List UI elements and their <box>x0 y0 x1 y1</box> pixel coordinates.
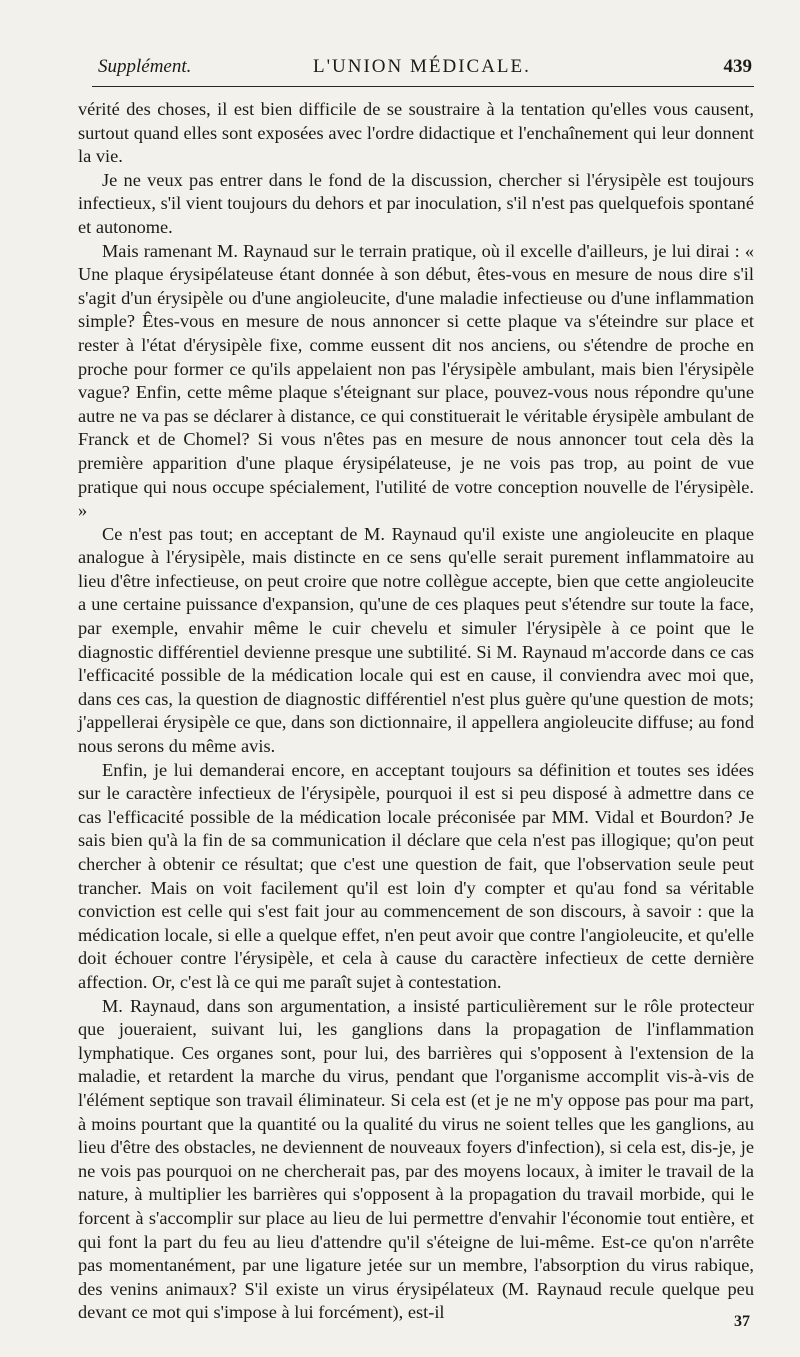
paragraph: Ce n'est pas tout; en acceptant de M. Raynaud qu'il existe une angioleucite en plaque analogue à l'érysipèle, mais distincte en ce sens qu'elle serait purement inflammatoire au lieu d'être infectieuse, on peut croire que notre collègue accepte, bien que cette angioleucite a une certaine puissance d'expansion, qu'une de ces plaques peut s'étendre sur toute la face, par exemple, envahir même le cuir chevelu et simuler l'érysipèle à ce point que le diagnostic différentiel devienne presque une subtilité. Si M. Raynaud m'accorde dans ce cas l'efficacité possible de la médication locale qui est en cause, il conviendra avec moi que, dans ces cas, la question de diagnostic différentiel n'est plus guère qu'une question de mots; j'appellerai érysipèle ce que, dans son dictionnaire, il appellera angioleucite diffuse; au fond nous serons du même avis. <box>78 523 754 757</box>
journal-title: L'UNION MÉDICALE. <box>313 56 531 77</box>
paragraph: vérité des choses, il est bien difficile de se soustraire à la tentation qu'elles vous causent, surtout quand elles sont exposées avec l'ordre didactique et l'enchaînement qui leur donnent la vie. <box>78 99 754 167</box>
article-body <box>78 98 754 1325</box>
paragraph: M. Raynaud, dans son argumentation, a insisté particulièrement sur le rôle protecteur que joueraient, suivant lui, les ganglions dans la propagation de l'inflammation lymphatique. Ces organes sont, pour lui, des barrières qui s'opposent à l'extension de la maladie, et retardent la marche du virus, pendant que l'organisme accomplit vis-à-vis de l'élément septique son travail éliminateur. Si cela est (et je ne m'y oppose pas pour ma part, à moins pourtant que la quantité ou la qualité du virus ne soient telles que les ganglions, au lieu d'être des obstacles, ne deviennent de nouveaux foyers d'infection), si cela est, dis-je, je ne vois pas pourquoi on ne chercherait pas, par des moyens locaux, à imiter le travail de la nature, à multiplier les barrières qui s'opposent à la propagation du travail morbide, qui le forcent à s'accomplir sur place au lieu de lui permettre d'envahir l'économie tout entière, et qui font la part du feu au lieu d'attendre qu'il s'éteigne de lui-même. Est-ce qu'on n'arrête pas momentanément, par une ligature jetée sur un membre, l'absorption du virus rabique, des venins animaux? S'il existe un virus érysipélateux (M. Raynaud recule quelque peu devant ce mot qui s'impose à lui forcément), est-il <box>78 995 754 1323</box>
header-rule <box>92 86 754 87</box>
signature-mark: 37 <box>734 1313 750 1330</box>
paragraph: Je ne veux pas entrer dans le fond de la discussion, chercher si l'érysipèle est toujours infectieux, s'il vient toujours du dehors et par inoculation, s'il n'est pas quelquefois spontané et autonome. <box>78 169 754 237</box>
paragraph: Mais ramenant M. Raynaud sur le terrain pratique, où il excelle d'ailleurs, je lui dirai : « Une plaque érysipélateuse étant donnée à son début, êtes-vous en mesure de nous dire s'il s'agit d'un érysipèle ou d'une angioleucite, d'une maladie infectieuse ou d'une inflammation simple? Êtes-vous en mesure de nous annoncer si cette plaque va s'éteindre sur place et rester à l'état d'érysipèle fixe, comme eussent dit nos anciens, ou s'étendre de proche en proche pour former ce qu'ils appelaient non pas l'érysipèle ambulant, mais bien l'érysipèle vague? Enfin, cette même plaque s'éteignant sur place, pouvez-vous nous répondre qu'une autre ne va pas se déclarer à distance, ce qui constituerait le véritable érysipèle ambulant de Franck et de Chomel? Si vous n'êtes pas en mesure de nous annoncer tout cela dès la première apparition d'une plaque érysipélateuse, je ne vois pas trop, au point de vue pratique qui nous occupe spécialement, l'utilité de votre conception nouvelle de l'érysipèle. » <box>78 240 754 521</box>
paragraph: Enfin, je lui demanderai encore, en acceptant toujours sa définition et toutes ses idées sur le caractère infectieux de l'érysipèle, pourquoi il est si peu disposé à admettre dans ce cas l'efficacité possible de la médication locale préconisée par MM. Vidal et Bourdon? Je sais bien qu'à la fin de sa communication il déclare que cela n'est pas illogique; qu'on peut chercher à obtenir ce résultat; que c'est une question de fait, que l'observation seule peut trancher. Mais on voit facilement qu'il est loin d'y compter et qu'au fond sa véritable conviction est celle qui s'est fait jour au commencement de son discours, à savoir : que la médication locale, si elle a quelque effet, n'en peut avoir que contre l'angioleucite, et qu'elle doit échouer contre l'érysipèle, et cela à cause du caractère infectieux de cette dernière affection. Or, c'est là ce qui me paraît sujet à contestation. <box>78 759 754 992</box>
section-label: Supplément. <box>98 56 192 77</box>
running-head <box>78 0 754 98</box>
page-number: 439 <box>723 56 752 77</box>
